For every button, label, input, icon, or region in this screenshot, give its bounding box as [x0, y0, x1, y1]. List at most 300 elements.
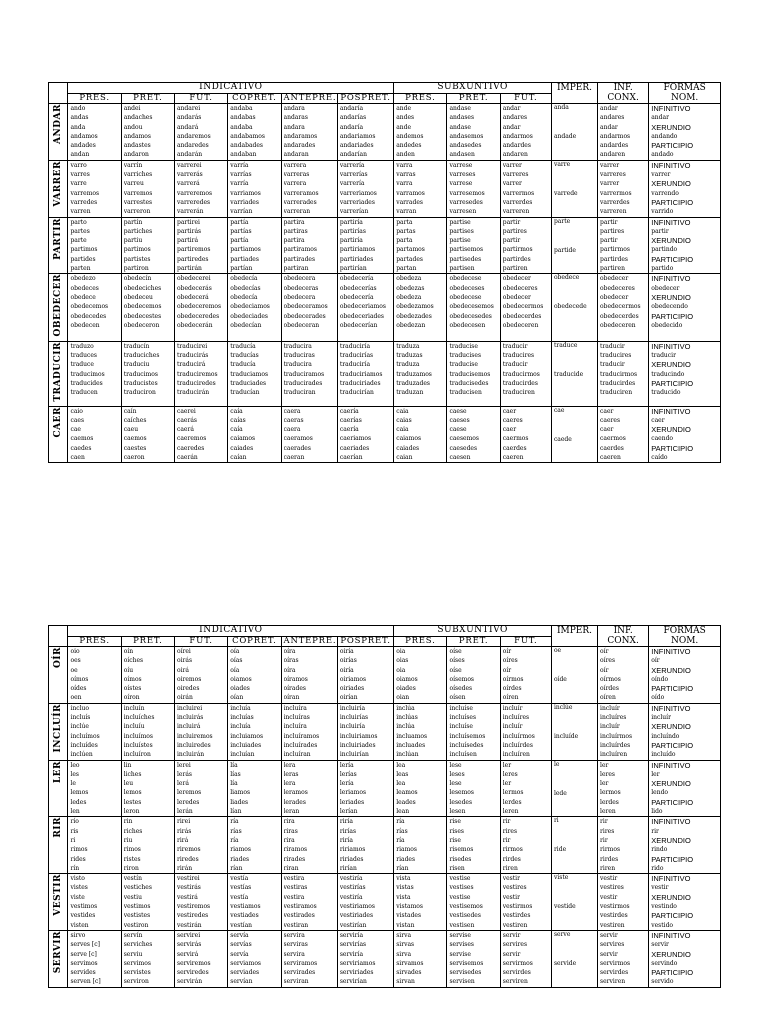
tense-cell [174, 406, 227, 463]
verb-form: ande [396, 105, 412, 112]
verb-form: oiriades [339, 685, 365, 693]
verb-form: rimos [123, 846, 141, 854]
nom-label: XERUNDIO [651, 122, 691, 132]
verb-form: caer [502, 426, 517, 434]
verb-form: varreras [283, 171, 310, 179]
verb-form: vestira [283, 875, 305, 883]
tense-cell [281, 217, 337, 274]
tense-cell [121, 874, 174, 931]
verb-form: partirades [283, 255, 316, 263]
verb-form: oín [123, 648, 134, 655]
verb-form: oímos [123, 675, 142, 683]
tense-cell [68, 930, 121, 987]
verb-form: traduzamos [396, 370, 432, 378]
verb-form: oíse [449, 648, 462, 655]
tense-cell [394, 406, 447, 463]
verb-form: andasemos [449, 132, 484, 140]
tense-cell [394, 930, 447, 987]
verb-form: serviría [339, 931, 364, 939]
nom-form: incluír [651, 714, 671, 722]
verb-form: leamos [396, 789, 418, 797]
verb-form: oian [396, 694, 410, 702]
verb-name: PARTIR [53, 217, 64, 260]
verb-form: varreran [283, 208, 311, 216]
verb-form: visto [70, 875, 85, 883]
verb-form: andasen [449, 151, 475, 159]
verb-form: andariamos [339, 132, 376, 140]
verb-form: partise [449, 237, 471, 245]
verb-form: incluades [396, 741, 426, 749]
imperative-cell [551, 160, 597, 217]
verb-form: incluímos [70, 732, 100, 740]
verb-form: riren [502, 864, 518, 872]
verb-form: varreres [600, 171, 626, 179]
indicativo-header: INDICATIVO [68, 626, 394, 637]
verb-form: obedeceses [449, 284, 485, 292]
verb-form: caera [283, 426, 301, 434]
verb-form: incluín [123, 704, 145, 712]
imperative-form: lede [553, 789, 567, 797]
tense-cell [174, 874, 227, 931]
indicativo-col-header: POSPRET. [337, 94, 393, 104]
verb-form: vestisedes [449, 912, 481, 920]
nom-label: INFINITIVO [651, 703, 691, 713]
verb-form: incluír [600, 704, 620, 712]
tense-cell [394, 874, 447, 931]
verb-form: andades [70, 142, 96, 150]
verb-form: andares [502, 114, 528, 122]
verb-form: andaron [123, 151, 149, 159]
verb-form: partiría [339, 237, 363, 245]
verb-form: ler [502, 780, 512, 788]
verb-form: caeriamos [339, 435, 372, 443]
tense-cell [337, 703, 393, 760]
verb-form: incluír [502, 704, 523, 712]
verb-form: varrerían [339, 208, 369, 216]
verb-form: vestiren [600, 921, 625, 929]
nom-label: INFINITIVO [651, 160, 691, 170]
verb-form: varrer [600, 161, 620, 169]
verb-form: serviades [230, 969, 260, 977]
tense-cell [337, 760, 393, 817]
imperative-form: partide [553, 246, 576, 254]
verb-form: varres [70, 171, 90, 179]
verb-form: partirdes [600, 255, 628, 263]
verb-form: traducir [600, 361, 625, 369]
nom-form: andar [651, 114, 669, 122]
nom-form: ler [651, 770, 660, 778]
verb-form: riran [283, 864, 299, 872]
verb-form: leo [70, 761, 80, 769]
verb-form: incluírdes [600, 741, 631, 749]
verb-form: serve [c] [70, 950, 97, 958]
verb-form: varremos [123, 189, 153, 197]
verb-form: lerías [339, 770, 357, 778]
nom-label: INFINITIVO [651, 274, 691, 284]
verb-form: caerá [176, 426, 194, 434]
verb-form: varrese [449, 161, 473, 169]
tense-cell [500, 703, 551, 760]
verb-row [49, 274, 721, 341]
verb-form: lesedes [449, 798, 473, 806]
imperative-cell [551, 104, 597, 161]
verb-form: lían [230, 808, 242, 816]
verb-form: servira [283, 950, 305, 958]
verb-name-cell [49, 874, 68, 931]
imperative-form: ri [553, 817, 559, 825]
verb-form: partirei [176, 218, 200, 226]
verb-form: oíse [449, 666, 462, 674]
nom-form: servindo [651, 959, 678, 967]
nom-form: andado [651, 151, 674, 159]
verb-form: leren [502, 808, 519, 816]
verb-form: incluísemos [449, 732, 486, 740]
verb-form: traduciron [123, 389, 156, 397]
verb-name: CAER [53, 406, 64, 437]
verb-form: servirdes [600, 969, 629, 977]
verb-form: rirán [176, 864, 193, 872]
verb-form: lerei [176, 761, 191, 769]
verb-form: varreriamos [339, 189, 377, 197]
verb-form: andará [176, 123, 199, 131]
verb-form: ande [396, 123, 412, 131]
verb-form: vistades [396, 912, 422, 920]
verb-form: varreredes [176, 198, 211, 206]
verb-form: traducises [449, 352, 482, 360]
verb-form: obedezas [396, 284, 425, 292]
verb-form: varresemos [449, 189, 485, 197]
verb-form: oirá [176, 666, 189, 674]
nom-label: PARTICIPIO [651, 141, 694, 151]
tense-cell [394, 274, 447, 341]
verb-form: andaren [502, 151, 528, 159]
verb-form: traducirmos [600, 370, 638, 378]
verb-form: andaredes [176, 142, 209, 150]
verb-form: caeramos [283, 435, 313, 443]
nom-label: PARTICIPIO [651, 443, 694, 453]
verb-form: oímos [70, 675, 89, 683]
tense-cell [121, 274, 174, 341]
verb-form: traducise [449, 342, 478, 350]
verb-form: traducistes [123, 380, 158, 388]
verb-form: andan [70, 151, 90, 159]
verb-form: incluír [502, 723, 523, 731]
verb-form: varreu [123, 180, 144, 188]
verb-form: andariades [339, 142, 374, 150]
indicativo-col-header: POSPRET. [337, 637, 393, 647]
conjugation-table-1 [48, 82, 721, 463]
verb-form: lesen [449, 808, 466, 816]
verb-form: obedecermos [600, 303, 641, 311]
verb-form: vestises [449, 884, 474, 892]
nom-form: rido [651, 864, 664, 872]
verb-form: servise [449, 931, 471, 939]
verb-form: vestirmos [502, 903, 533, 911]
tense-cell [121, 104, 174, 161]
verb-form: rides [70, 855, 86, 863]
verb-form: oiredes [176, 685, 200, 693]
verb-form: oírmos [600, 675, 621, 683]
tense-cell [68, 760, 121, 817]
inf-conx-cell [598, 874, 649, 931]
tense-cell [394, 104, 447, 161]
verb-form: obedeza [396, 275, 422, 283]
imperative-form: varrede [553, 189, 578, 197]
verb-form: varrer [502, 161, 522, 169]
tense-cell [174, 703, 227, 760]
tense-cell [174, 760, 227, 817]
verb-form: sirva [396, 950, 412, 958]
verb-form: oírades [283, 685, 306, 693]
verb-form: varreres [502, 171, 529, 179]
nom-form: lido [651, 808, 663, 816]
verb-form: incluíren [600, 751, 628, 759]
corner-cell [49, 626, 68, 647]
verb-form: cae [70, 426, 81, 434]
indicativo-col-header: ANTEPRE. [281, 94, 337, 104]
tense-cell [281, 760, 337, 817]
verb-form: partirías [339, 227, 366, 235]
verb-form: serven [c] [70, 978, 101, 986]
verb-form: vestirá [176, 893, 198, 901]
nom-form: oíndo [651, 675, 669, 683]
verb-form: sirva [396, 931, 412, 939]
verb-form: riremos [176, 846, 201, 854]
verb-form: partiron [123, 265, 149, 273]
imperative-cell [551, 874, 597, 931]
verb-form: rirmos [502, 846, 523, 854]
tense-cell [447, 930, 500, 987]
verb-form: riren [600, 864, 616, 872]
verb-form: ler [502, 761, 512, 769]
verb-form: obedecían [230, 321, 262, 329]
verb-form: ría [396, 818, 405, 826]
verb-form: vestirei [176, 875, 200, 883]
verb-form: obedecerán [176, 321, 213, 329]
imperative-form: traducide [553, 370, 584, 378]
tense-cell [394, 817, 447, 874]
verb-form: partín [123, 218, 143, 226]
verb-form: serves [c] [70, 941, 100, 949]
verb-form: obedeciamos [230, 303, 270, 311]
verb-form: vestisen [449, 921, 475, 929]
verb-form: traduzades [396, 380, 430, 388]
verb-form: varrestes [123, 198, 153, 206]
verb-form: serviramos [283, 959, 318, 967]
verb-form: incluídes [70, 741, 98, 749]
verb-form: lean [396, 808, 410, 816]
verb-form: servires [600, 941, 625, 949]
verb-form: obedecerdes [502, 312, 542, 320]
imperative-form: caede [553, 435, 572, 443]
verb-form: riramos [283, 846, 308, 854]
tense-cell [447, 274, 500, 341]
imperative-form: parte [553, 217, 571, 225]
verb-form: traduciriades [339, 380, 381, 388]
tense-cell [68, 104, 121, 161]
verb-form: ristes [123, 855, 141, 863]
verb-form: partiremos [176, 246, 211, 254]
verb-form: traducisemos [449, 370, 491, 378]
verb-form: vestirían [339, 921, 367, 929]
verb-form: oiamos [230, 675, 252, 683]
verb-form: incluíras [283, 714, 310, 722]
verb-form: oíramos [283, 675, 308, 683]
verb-form: varrerás [176, 171, 203, 179]
verb-form: vestires [502, 884, 527, 892]
verb-form: vistan [396, 921, 415, 929]
verb-form: andarei [176, 105, 201, 112]
verb-form: partía [230, 218, 249, 226]
verb-form: incluírdes [502, 741, 533, 749]
verb-form: lerades [283, 798, 306, 806]
verb-form: andedes [396, 142, 422, 150]
verb-form: varremos [70, 189, 100, 197]
verb-form: obedeceres [600, 284, 635, 292]
verb-form: incluirei [176, 704, 203, 712]
verb-form: caese [449, 407, 467, 415]
verb-form: serviriades [339, 969, 374, 977]
verb-form: riamos [396, 846, 417, 854]
tense-cell [394, 160, 447, 217]
tense-cell [121, 647, 174, 704]
verb-form: rimos [70, 846, 88, 854]
verb-form: partiches [123, 227, 153, 235]
tense-cell [121, 930, 174, 987]
tense-cell [174, 341, 227, 406]
verb-form: riría [339, 818, 353, 826]
tense-cell [174, 274, 227, 341]
verb-form: traduciriamos [339, 370, 383, 378]
verb-form: incluiremos [176, 732, 213, 740]
verb-form: obedeciches [123, 284, 162, 292]
verb-form: caesedes [449, 444, 478, 452]
verb-form: obedecese [449, 275, 482, 283]
verb-form: obedeceu [123, 293, 153, 301]
verb-form: oíches [123, 657, 144, 665]
nom-label: PARTICIPIO [651, 254, 694, 264]
verb-form: varren [70, 208, 91, 216]
tense-cell [500, 760, 551, 817]
inf-conx-cell [598, 217, 649, 274]
tense-cell [500, 930, 551, 987]
verb-form: partiren [600, 265, 625, 273]
verb-form: incluía [230, 723, 251, 731]
inf-conx-header: INF. CONX. [598, 83, 649, 104]
tense-cell [281, 104, 337, 161]
nom-form: traducido [651, 389, 681, 397]
verb-form: lerdes [502, 798, 522, 806]
nom-form: traducindo [651, 370, 685, 378]
verb-form: incluíran [283, 751, 311, 759]
verb-form: anden [396, 151, 415, 159]
verb-form: varrían [230, 208, 253, 216]
verb-form: caerían [339, 453, 363, 461]
verb-form: vestimos [70, 903, 98, 911]
verb-form: incluirás [176, 714, 204, 722]
verb-form: vestiramos [283, 903, 317, 911]
verb-form: serviras [283, 941, 308, 949]
verb-form: incluirán [176, 751, 205, 759]
nom-label: PARTICIPIO [651, 311, 694, 321]
verb-form: rirdes [600, 855, 619, 863]
nom-form: servir [651, 941, 669, 949]
verb-form: lerían [339, 808, 358, 816]
indicativo-col-header: COPRET. [228, 94, 281, 104]
verb-form: serviran [283, 978, 309, 986]
verb-form: vestiremos [176, 903, 211, 911]
verb-form: incluamos [396, 732, 428, 740]
verb-form: varrera [283, 180, 307, 188]
verb-form: lerás [176, 770, 192, 778]
tense-cell [121, 341, 174, 406]
verb-form: incluíches [123, 714, 155, 722]
verb-form: caerás [176, 416, 197, 424]
formas-nom-cell [649, 817, 721, 874]
verb-form: oíran [283, 694, 300, 702]
verb-form: vestiredes [176, 912, 209, 920]
verb-form: andasedes [449, 142, 482, 150]
verb-form: varreriades [339, 198, 375, 206]
tense-cell [281, 341, 337, 406]
verb-form: obedeces [70, 284, 99, 292]
verb-form: riches [123, 827, 143, 835]
verb-name: VARRER [53, 160, 64, 207]
imperative-form: ride [553, 846, 567, 854]
indicativo-col-header: COPRET. [228, 637, 281, 647]
verb-form: obedeceren [600, 321, 636, 329]
verb-form: obedecestes [123, 312, 162, 320]
subxuntivo-col-header: PRES. [394, 94, 447, 104]
verb-form: andabades [230, 142, 263, 150]
formas-nom-cell [649, 406, 721, 463]
verb-form: partimos [70, 246, 98, 254]
verb-form: traduciamos [230, 370, 269, 378]
verb-form: partes [70, 227, 90, 235]
verb-form: oíres [502, 657, 518, 665]
inf-conx-cell [598, 760, 649, 817]
nom-label: PARTICIPIO [651, 740, 694, 750]
verb-form: andar [600, 105, 618, 112]
verb-form: caerei [176, 407, 196, 415]
verb-form: varrades [396, 198, 423, 206]
verb-form: obedecín [123, 275, 152, 283]
tense-cell [500, 217, 551, 274]
verb-form: leres [502, 770, 518, 778]
verb-form: varras [396, 171, 416, 179]
verb-form: rían [230, 864, 243, 872]
tense-cell [174, 647, 227, 704]
nom-label: XERUNDIO [651, 892, 691, 902]
verb-form: serviren [600, 978, 626, 986]
tense-cell [121, 817, 174, 874]
verb-form: len [70, 808, 80, 816]
verb-form: servir [502, 931, 521, 939]
verb-form: leades [396, 798, 416, 806]
verb-form: parten [70, 265, 91, 273]
verb-form: varrer [502, 180, 522, 188]
verb-form: anda [70, 123, 86, 131]
tense-cell [174, 160, 227, 217]
verb-name-cell [49, 104, 68, 161]
verb-form: andarán [176, 151, 203, 159]
nom-label: XERUNDIO [651, 722, 691, 732]
verb-form: oiriamos [339, 675, 367, 683]
imperative-cell [551, 760, 597, 817]
nom-form: partir [651, 227, 669, 235]
tense-cell [337, 406, 393, 463]
verb-form: varrerdes [502, 198, 533, 206]
